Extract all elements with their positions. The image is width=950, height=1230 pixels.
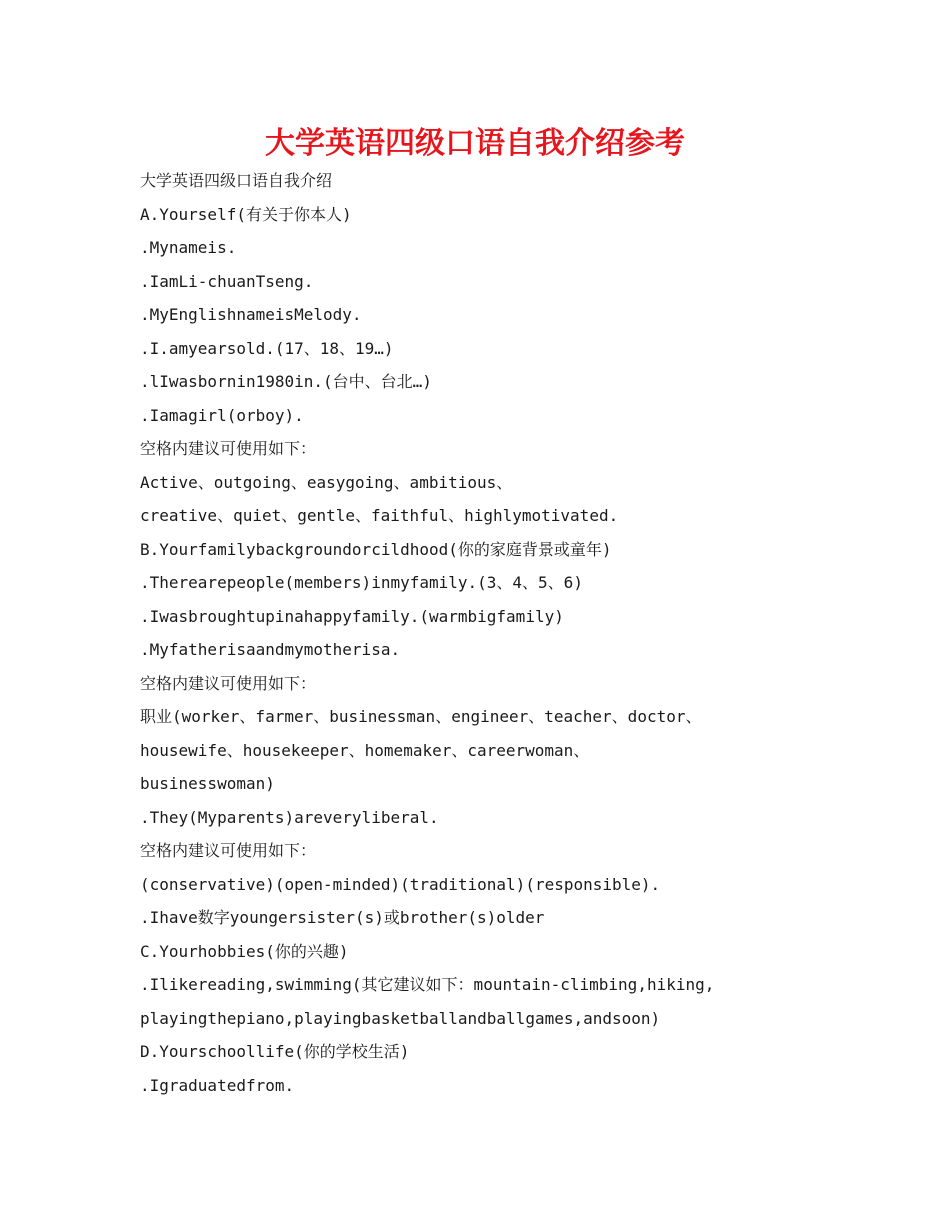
body-line: (conservative)(open-minded)(traditional)(responsible).: [140, 874, 661, 894]
body-line: .Mynameis.: [140, 238, 237, 257]
body-line: 职业(worker、farmer、businessman、engineer、teacher、doctor、: [140, 707, 702, 726]
body-line: 空格内建议可使用如下：: [140, 673, 317, 693]
document-title: 大学英语四级口语自我介绍参考: [265, 126, 685, 161]
body-line: 大学英语四级口语自我介绍: [140, 171, 333, 190]
body-line: .They(Myparents)areveryliberal.: [140, 807, 439, 827]
body-line: creative、quiet、gentle、faithful、highlymotivated.: [140, 506, 619, 525]
body-line: .IamLi-chuanTseng.: [140, 271, 314, 291]
body-line: playingthepiano,playingbasketballandballgames,andsoon): [140, 1008, 661, 1028]
body-line: C.Yourhobbies(你的兴趣): [140, 941, 349, 961]
body-line: .Igraduatedfrom.: [140, 1075, 295, 1095]
body-line: .Iamagirl(orboy).: [140, 405, 304, 425]
body-line: .Ilikereading,swimming(其它建议如下：mountain-climbing,hiking,: [140, 975, 715, 994]
body-line: housewife、housekeeper、homemaker、careerwoman、: [140, 740, 590, 760]
document-body: [140, 164, 920, 1102]
body-line: 空格内建议可使用如下：: [140, 841, 317, 860]
body-line: 空格内建议可使用如下：: [140, 439, 317, 458]
body-line: A.Yourself(有关于你本人): [140, 204, 352, 224]
body-line: .MyEnglishnameisMelody.: [140, 305, 362, 324]
body-line: .Therearepeople(members)inmyfamily.(3、4、5、6): [140, 573, 583, 592]
body-line: B.Yourfamilybackgroundorcildhood(你的家庭背景或童年): [140, 539, 612, 559]
body-line: .Iwasbroughtupinahappyfamily.(warmbigfamily): [140, 606, 564, 626]
body-line: .Ihave数字youngersister(s)或brother(s)older: [140, 908, 545, 927]
body-line: .I.amyearsold.(17、18、19…): [140, 338, 394, 358]
body-line: Active、outgoing、easygoing、ambitious、: [140, 472, 513, 492]
body-line: D.Yourschoollife(你的学校生活): [140, 1042, 410, 1061]
body-line: businesswoman): [140, 774, 275, 793]
body-line: .Myfatherisaandmymotherisa.: [140, 640, 401, 659]
body-line: .lIwasbornin1980in.(台中、台北…): [140, 372, 432, 391]
